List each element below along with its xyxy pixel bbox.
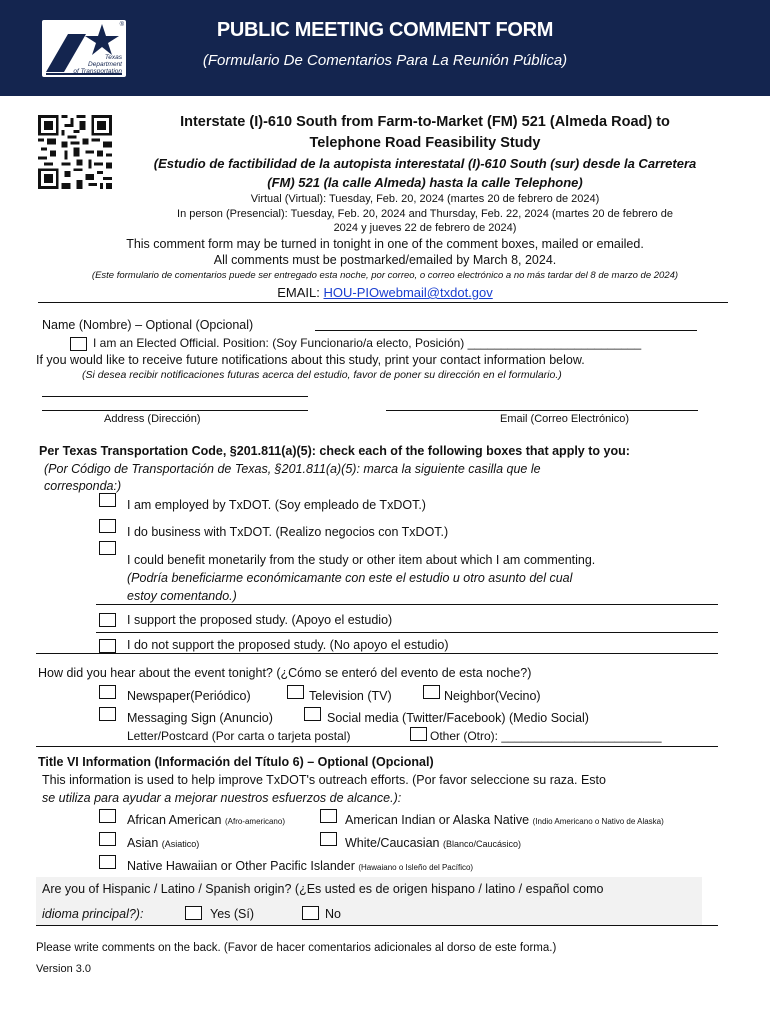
white-label: White/Caucasian (Blanco/Caucásico) [345,836,522,850]
name-field[interactable] [315,330,697,331]
hear-question: How did you hear about the event tonight? (¿Cómo se enteró del evento de esta noche?) [38,666,532,680]
code-heading: Per Texas Transportation Code, §201.811(a)(5): check each of the following boxes that apply to you: [39,444,630,458]
code-heading-es-1: (Por Código de Transportación de Texas, §201.811(a)(5): marca la siguiente casilla que le [44,462,541,476]
hispanic-no-checkbox[interactable] [302,906,319,920]
support-checkbox[interactable] [99,613,116,627]
not-support-label: I do not support the proposed study. (No apoyo el estudio) [127,638,449,652]
notify-text: If you would like to receive future notifications about this study, print your contact information below. [36,353,585,367]
divider [96,604,718,605]
newspaper-label: Newspaper(Periódico) [127,689,251,703]
elected-checkbox[interactable] [70,337,87,351]
email-link[interactable]: HOU-PIOwebmail@txdot.gov [323,285,493,300]
letter-label: Letter/Postcard (Por carta o tarjeta postal) [127,729,351,743]
divider [36,746,718,747]
divider [36,653,718,654]
comments-note: Please write comments on the back. (Favor de hacer comentarios adicionales al dorso de este forma.) [36,942,557,954]
hispanic-yes-checkbox[interactable] [185,906,202,920]
qr-code-icon[interactable] [38,115,112,189]
notify-text-es: (Si desea recibir notificaciones futuras acerca del estudio, favor de poner su dirección en el formulario.) [82,369,562,381]
asian-label: Asian (Asiatico) [127,836,200,850]
television-label: Television (TV) [309,689,392,703]
social-checkbox[interactable] [304,707,321,721]
letter-checkbox[interactable] [410,727,427,741]
other-label: Other (Otro): ________________________ [430,729,662,743]
benefit-label-3: estoy comentando.) [127,589,237,603]
hispanic-question-1: Are you of Hispanic / Latino / Spanish origin? (¿Es usted es de origen hispano / latino / español como [42,882,604,896]
contact-email-field[interactable] [386,410,698,411]
american-indian-label: American Indian or Alaska Native (Indio Americano o Nativo de Alaska) [345,813,664,827]
contact-email-label: Email (Correo Electrónico) [500,413,629,425]
african-label: African American (Afro-americano) [127,813,285,827]
social-label: Social media (Twitter/Facebook) (Medio Social) [327,711,589,725]
logo-text: Texas Department of Transportation [73,54,122,75]
support-label: I support the proposed study. (Apoyo el estudio) [127,613,393,627]
divider [36,925,718,926]
benefit-label-1: I could benefit monetarily from the study or other item about which I am commenting. [127,553,596,567]
asian-checkbox[interactable] [99,832,116,846]
divider [38,302,728,303]
email-line [40,285,730,300]
employed-checkbox[interactable] [99,493,116,507]
african-checkbox[interactable] [99,809,116,823]
elected-label: I am an Elected Official. Position: (Soy Funcionario/a electo, Posición) __________________________ [93,336,642,350]
title6-heading: Title VI Information (Información del Título 6) – Optional (Opcional) [38,755,434,769]
white-checkbox[interactable] [320,832,337,846]
hawaiian-label: Native Hawaiian or Other Pacific Islander (Hawaiano o Isleño del Pacífico) [127,859,474,873]
study-title-1: Interstate (I)-610 South from Farm-to-Market (FM) 521 (Almeda Road) to [180,114,670,130]
benefit-checkbox[interactable] [99,541,116,555]
study-title-es-1: (Estudio de factibilidad de la autopista interestatal (I)-610 South (sur) desde la Carretera [153,156,697,171]
hispanic-no-label: No [325,907,341,921]
form-title: PUBLIC MEETING COMMENT FORM [216,19,554,41]
employed-label: I am employed by TxDOT. (Soy empleado de TxDOT.) [127,498,426,512]
not-support-checkbox[interactable] [99,639,116,653]
messaging-checkbox[interactable] [99,707,116,721]
inperson-date-1: In person (Presencial): Tuesday, Feb. 20, 2024 and Thursday, Feb. 22, 2024 (martes 20 de febrero de [177,208,673,220]
submit-info-2: All comments must be postmarked/emailed by March 8, 2024. [213,253,557,267]
hawaiian-checkbox[interactable] [99,855,116,869]
title6-info-1: This information is used to help improve TxDOT's outreach efforts. (Por favor seleccione su raza. Esto [42,773,606,787]
address-field-1[interactable] [42,396,308,397]
virtual-date: Virtual (Virtual): Tuesday, Feb. 20, 2024 (martes 20 de febrero de 2024) [250,193,600,205]
neighbor-label: Neighbor(Vecino) [444,689,541,703]
submit-info-es: (Este formulario de comentarios puede ser entregado esta noche, por correo, o correo electrónico a no más tardar del 8 de marzo de 2024) [91,270,679,281]
hispanic-yes-label: Yes (Sí) [210,907,255,921]
hispanic-question-2: idioma principal?): [42,907,144,921]
email-label: EMAIL: [277,285,324,300]
american-indian-checkbox[interactable] [320,809,337,823]
title6-info-2: se utiliza para ayudar a mejorar nuestros esfuerzos de alcance.): [42,791,402,805]
registered-mark: ® [119,22,124,28]
newspaper-checkbox[interactable] [99,685,116,699]
inperson-date-2: 2024 y jueves 22 de febrero de 2024) [333,222,517,234]
address-label: Address (Dirección) [104,413,201,425]
submit-info-1: This comment form may be turned in tonight in one of the comment boxes, mailed or emailed. [126,237,644,251]
study-title-es-2: (FM) 521 (la calle Almeda) hasta la calle Telephone) [267,175,583,190]
form-subtitle: (Formulario De Comentarios Para La Reunión Pública) [202,52,568,69]
neighbor-checkbox[interactable] [423,685,440,699]
name-label: Name (Nombre) – Optional (Opcional) [42,318,254,332]
business-checkbox[interactable] [99,519,116,533]
messaging-label: Messaging Sign (Anuncio) [127,711,273,725]
divider [96,632,718,633]
version-label: Version 3.0 [36,963,92,975]
address-field-2[interactable] [42,410,308,411]
study-title-2: Telephone Road Feasibility Study [309,135,541,151]
benefit-label-2: (Podría beneficiarme económicamante con este el estudio u otro asunto del cual [127,571,573,585]
business-label: I do business with TxDOT. (Realizo negocios con TxDOT.) [127,525,449,539]
television-checkbox[interactable] [287,685,304,699]
code-heading-es-2: corresponda:) [44,479,122,493]
